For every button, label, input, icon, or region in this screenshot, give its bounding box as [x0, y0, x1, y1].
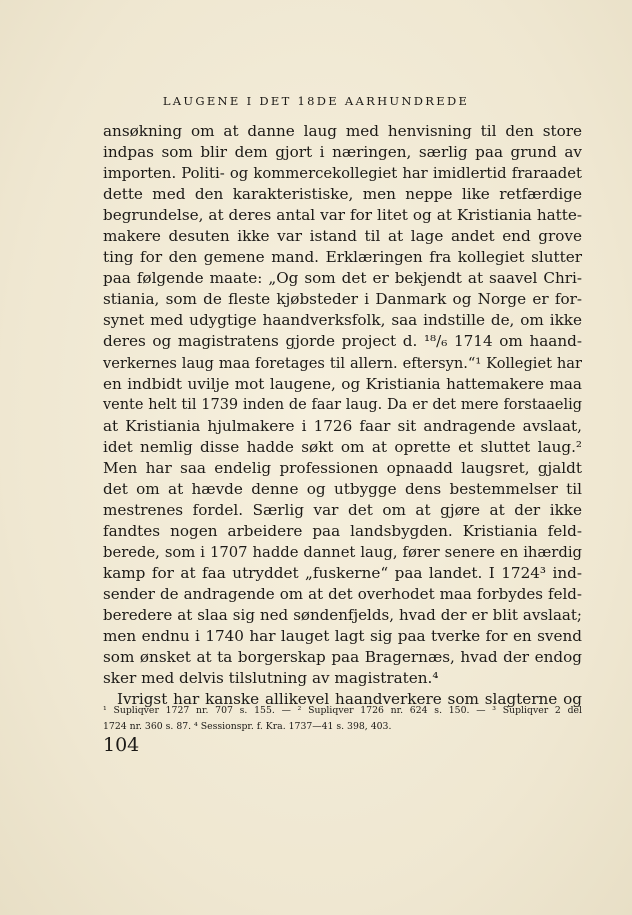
- text-line: mestrenes fordel. Særlig var det om at gjøre at der ikke: [103, 500, 582, 519]
- text-line: en indbidt uvilje mot laugene, og Kristiania hattemakere maa: [103, 374, 582, 393]
- footnote-line: 1724 nr. 360 s. 87. ⁴ Sessionspr. f. Kra. 1737—41 s. 398, 403.: [103, 721, 392, 732]
- running-head: LAUGENE I DET 18DE AARHUNDREDE: [162, 94, 470, 108]
- text-line: paa følgende maate: „Og som det er bekjendt at saavel Chri-: [103, 269, 582, 288]
- text-line: makere desuten ikke var istand til at lage andet end grove: [103, 227, 582, 246]
- text-line: men endnu i 1740 har lauget lagt sig paa tverke for en svend: [103, 627, 582, 646]
- text-line: stiania, som de fleste kjøbsteder i Danmark og Norge er for-: [103, 290, 582, 309]
- footnote-line: ¹ Supliqver 1727 nr. 707 s. 155. — ² Supliqver 1726 nr. 624 s. 150. — ³ Supliqver 2 del: [103, 705, 582, 716]
- text-line: sker med delvis tilslutning av magistraten.⁴: [103, 669, 439, 688]
- text-line: deres og magistratens gjorde project d. ¹⁸/₆ 1714 om haand-: [103, 332, 582, 351]
- text-line: ansøkning om at danne laug med henvisning til den store: [103, 122, 582, 140]
- text-line: idet nemlig disse hadde søkt om at oprette et sluttet laug.²: [103, 437, 582, 456]
- text-line: indpas som blir dem gjort i næringen, særlig paa grund av: [103, 143, 582, 162]
- text-line: synet med udygtige haandverksfolk, saa indstille de, om ikke: [103, 311, 582, 330]
- text-line: som ønsket at ta borgerskap paa Bragernæs, hvad der endog: [103, 648, 582, 667]
- text-line: sender de andragende om at det overhodet maa forbydes feld-: [103, 585, 582, 604]
- text-line: at Kristiania hjulmakere i 1726 faar sit andragende avslaat,: [103, 416, 582, 435]
- text-line: importen. Politi- og kommercekollegiet har imidlertid fraraadet: [103, 165, 582, 183]
- text-line: ting for den gemene mand. Erklæringen fra kollegiet slutter: [103, 248, 582, 267]
- text-line: begrundelse, at deres antal var for litet og at Kristiania hatte-: [103, 206, 582, 225]
- page-number: 104: [103, 734, 140, 756]
- body-text: [103, 121, 582, 710]
- text-line: verkernes laug maa foretages til allern. eftersyn.“¹ Kollegiet har: [103, 354, 582, 372]
- text-line: berede, som i 1707 hadde dannet laug, fører senere en ihærdig: [103, 543, 582, 561]
- text-line: Men har saa endelig professionen opnaadd laugsret, gjaldt: [103, 458, 582, 477]
- text-line: dette med den karakteristiske, men neppe like retfærdige: [103, 185, 582, 204]
- text-line: vente helt til 1739 inden de faar laug. Da er det mere forstaaelig: [103, 396, 582, 413]
- text-line: fandtes nogen arbeidere paa landsbygden. Kristiania feld-: [103, 521, 582, 540]
- text-line: det om at hævde denne og utbygge dens bestemmelser til: [103, 479, 582, 498]
- text-line: beredere at slaa sig ned søndenfjelds, hvad der er blit avslaat;: [103, 606, 582, 625]
- footnotes: [103, 703, 582, 735]
- text-line: Ivrigst har kanske allikevel haandverkere som slagterne og: [117, 690, 582, 709]
- text-line: kamp for at faa utryddet „fuskerne“ paa landet. I 1724³ ind-: [103, 563, 582, 582]
